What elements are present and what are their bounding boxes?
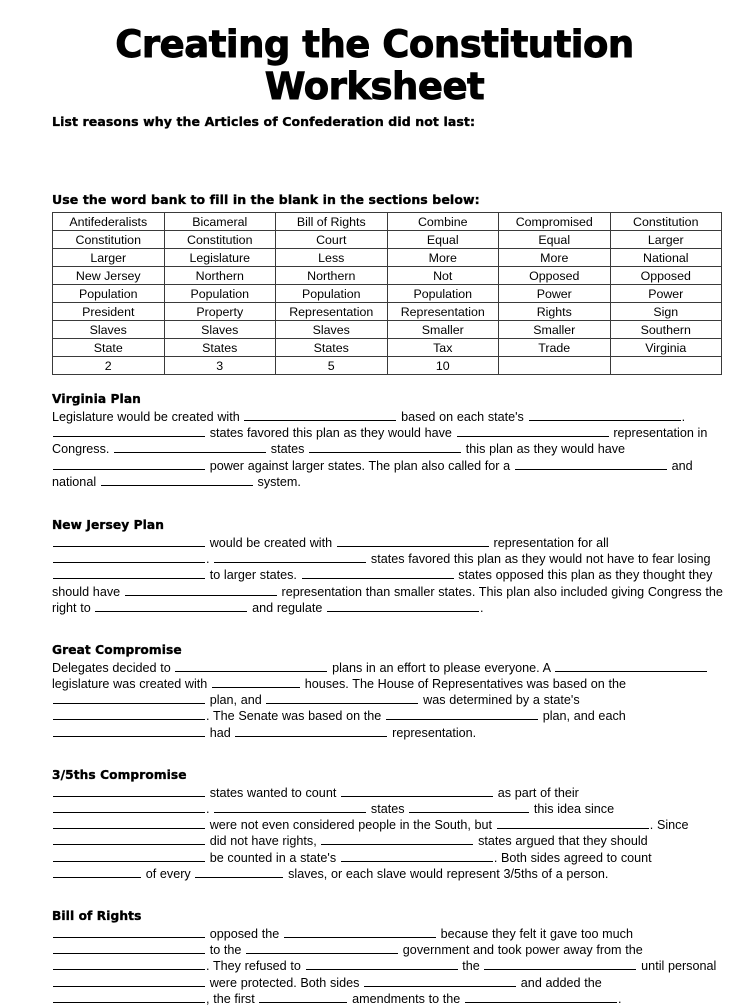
worksheet-text: government and took power away from the (399, 943, 643, 958)
worksheet-line (52, 850, 728, 866)
word-bank-cell: Less (276, 249, 388, 267)
worksheet-text: states (367, 802, 409, 816)
word-bank-cell: Opposed (610, 267, 722, 285)
word-bank-cell: National (610, 249, 722, 267)
fill-in-blank[interactable] (309, 441, 461, 453)
word-bank-cell: Court (276, 231, 388, 249)
fill-in-blank[interactable] (53, 535, 205, 547)
worksheet-text: states wanted to count (206, 785, 341, 800)
word-bank-cell: Smaller (387, 321, 499, 339)
word-bank-cell: Antifederalists (53, 213, 165, 231)
word-bank-cell: Southern (610, 321, 722, 339)
section-body (52, 926, 728, 1007)
worksheet-text: states (267, 442, 309, 457)
word-bank-cell: Constitution (53, 231, 165, 249)
worksheet-text: should have (52, 584, 124, 599)
word-bank-body (53, 213, 722, 375)
word-bank-cell: Population (276, 285, 388, 303)
word-bank-cell: Opposed (499, 267, 611, 285)
worksheet-text: Congress. (52, 442, 114, 457)
fill-in-blank[interactable] (53, 850, 205, 862)
word-bank-row (53, 303, 722, 321)
worksheet-line (52, 866, 728, 882)
fill-in-blank[interactable] (327, 600, 479, 612)
fill-in-blank[interactable] (53, 551, 205, 563)
word-bank-cell-empty (610, 357, 722, 375)
word-bank-table (52, 212, 722, 375)
worksheet-line (52, 785, 728, 801)
section-heading: Great Compromise (52, 642, 182, 657)
word-bank-cell: 10 (387, 357, 499, 375)
fill-in-blank[interactable] (244, 409, 396, 421)
worksheet-text: . (480, 600, 484, 615)
worksheet-line (52, 975, 728, 991)
word-bank-cell: Larger (610, 231, 722, 249)
page-title: Creating the Constitution Worksheet (115, 23, 634, 108)
worksheet-text: because they felt it gave too much (436, 926, 633, 941)
worksheet-text: would be created with (206, 535, 336, 550)
worksheet-line (52, 458, 728, 474)
fill-in-blank[interactable] (214, 801, 366, 813)
word-bank-cell: Power (499, 285, 611, 303)
fill-in-blank[interactable] (53, 692, 205, 704)
fill-in-blank[interactable] (53, 425, 205, 437)
word-bank-instruction: Use the word bank to fill in the blank in the sections below: (52, 192, 480, 207)
word-bank-cell: Bicameral (164, 213, 276, 231)
worksheet-text: and (667, 458, 693, 473)
section-body (52, 409, 728, 490)
worksheet-text: states opposed this plan as they thought they (454, 568, 713, 583)
worksheet-text: system. (253, 474, 301, 489)
worksheet-text: states favored this plan as they would have (206, 426, 456, 441)
worksheet-line (52, 991, 728, 1007)
worksheet-text: to larger states. (206, 568, 301, 583)
worksheet-text: were protected. Both sides (206, 975, 364, 990)
word-bank-cell: Property (164, 303, 276, 321)
word-bank-cell: Combine (387, 213, 499, 231)
fill-in-blank[interactable] (555, 660, 707, 672)
word-bank-cell: Equal (387, 231, 499, 249)
fill-in-blank[interactable] (175, 660, 327, 672)
fill-in-blank[interactable] (266, 692, 418, 704)
worksheet-text: Delegates decided to (52, 660, 175, 675)
fill-in-blank[interactable] (53, 866, 141, 878)
fill-in-blank[interactable] (246, 942, 398, 954)
worksheet-line (52, 676, 728, 692)
fill-in-blank[interactable] (457, 425, 609, 437)
worksheet-text: states argued that they should (474, 834, 648, 849)
word-bank-cell: Slaves (164, 321, 276, 339)
worksheet-text: houses. The House of Representatives was based on the (301, 677, 627, 692)
word-bank-cell: Constitution (610, 213, 722, 231)
word-bank-cell: Sign (610, 303, 722, 321)
word-bank-cell: Power (610, 285, 722, 303)
word-bank-cell: Population (387, 285, 499, 303)
fill-in-blank[interactable] (101, 474, 253, 486)
worksheet-text: had (206, 725, 235, 740)
worksheet-line (52, 551, 728, 567)
worksheet-text: legislature was created with (52, 677, 211, 692)
section-heading: New Jersey Plan (52, 517, 164, 532)
fill-in-blank[interactable] (53, 708, 205, 720)
section-heading: 3/5ths Compromise (52, 767, 187, 782)
word-bank-cell: Population (53, 285, 165, 303)
worksheet-line (52, 409, 728, 425)
fill-in-blank[interactable] (53, 833, 205, 845)
subtitle-prompt: List reasons why the Articles of Confederation did not last: (52, 114, 476, 129)
word-bank-row (53, 357, 722, 375)
worksheet-text: the (458, 959, 484, 974)
worksheet-sections (26, 391, 723, 1007)
worksheet-text: this plan as they would have (462, 442, 626, 457)
worksheet-text: . Since (649, 818, 689, 833)
worksheet-text: based on each state's (397, 410, 528, 424)
word-bank-cell: Population (164, 285, 276, 303)
worksheet-text: of every (142, 866, 195, 881)
fill-in-blank[interactable] (259, 991, 347, 1003)
word-bank-cell: 3 (164, 357, 276, 375)
worksheet-text: representation than smaller states. This plan also included giving Congress the (277, 584, 723, 599)
fill-in-blank[interactable] (114, 441, 266, 453)
word-bank-cell: More (499, 249, 611, 267)
fill-in-blank[interactable] (53, 926, 205, 938)
fill-in-blank[interactable] (53, 458, 205, 470)
fill-in-blank[interactable] (465, 991, 617, 1003)
worksheet-text: until personal (637, 959, 717, 974)
fill-in-blank[interactable] (53, 567, 205, 579)
worksheet-text: amendments to the (348, 991, 464, 1006)
section-heading: Virginia Plan (52, 392, 141, 406)
word-bank-row (53, 267, 722, 285)
worksheet-text: plan, and each (539, 709, 626, 724)
fill-in-blank[interactable] (95, 600, 247, 612)
section-3-5ths-compromise (52, 767, 728, 882)
fill-in-blank[interactable] (212, 676, 300, 688)
word-bank-row (53, 285, 722, 303)
worksheet-text: and regulate (248, 600, 327, 615)
worksheet-line (52, 708, 728, 724)
worksheet-line (52, 425, 728, 441)
worksheet-line (52, 817, 728, 833)
worksheet-text: right to (52, 600, 95, 615)
worksheet-text: . (618, 991, 622, 1006)
fill-in-blank[interactable] (53, 817, 205, 829)
worksheet-text: was determined by a state's (419, 693, 580, 708)
word-bank-cell: Slaves (53, 321, 165, 339)
worksheet-line (52, 725, 728, 741)
section-body (52, 535, 728, 616)
worksheet-line (52, 441, 728, 457)
worksheet-line (52, 801, 728, 817)
fill-in-blank[interactable] (214, 551, 366, 563)
worksheet-line (52, 833, 728, 849)
worksheet-text: representation for all (489, 535, 609, 550)
fill-in-blank[interactable] (341, 850, 493, 862)
section-virginia-plan (52, 391, 728, 490)
word-bank-cell: State (53, 339, 165, 357)
word-bank-row (53, 231, 722, 249)
word-bank-cell: Rights (499, 303, 611, 321)
worksheet-text: . They refused to (206, 959, 305, 974)
fill-in-blank[interactable] (302, 567, 454, 579)
word-bank-cell: Trade (499, 339, 611, 357)
fill-in-blank[interactable] (284, 926, 436, 938)
worksheet-text: were not even considered people in the South, but (206, 818, 496, 833)
worksheet-text: did not have rights, (206, 834, 321, 849)
worksheet-text: opposed the (206, 926, 283, 941)
fill-in-blank[interactable] (53, 942, 205, 954)
worksheet-text: . (681, 410, 686, 424)
worksheet-line (52, 942, 728, 958)
worksheet-text: as part of their (494, 785, 579, 800)
word-bank-cell: Tax (387, 339, 499, 357)
worksheet-text: Legislature would be created with (52, 410, 244, 424)
worksheet-line (52, 474, 728, 490)
worksheet-text: representation. (388, 725, 477, 740)
word-bank-cell: Legislature (164, 249, 276, 267)
worksheet-line (52, 660, 728, 676)
word-bank-cell: Not (387, 267, 499, 285)
fill-in-blank[interactable] (195, 866, 283, 878)
worksheet-text: national (52, 474, 100, 489)
word-bank-cell: Northern (164, 267, 276, 285)
section-new-jersey-plan (52, 517, 728, 616)
word-bank-cell: President (53, 303, 165, 321)
word-bank-cell: 5 (276, 357, 388, 375)
section-bill-of-rights (52, 908, 728, 1007)
worksheet-line (52, 535, 728, 551)
word-bank-cell: Representation (276, 303, 388, 321)
word-bank-cell: Smaller (499, 321, 611, 339)
worksheet-text: and added the (517, 975, 602, 990)
worksheet-text: , the first (206, 991, 259, 1006)
worksheet-text: to the (206, 943, 246, 958)
fill-in-blank[interactable] (341, 785, 493, 797)
worksheet-text: power against larger states. The plan also called for a (206, 458, 514, 473)
word-bank-cell-empty (499, 357, 611, 375)
word-bank-cell: Constitution (164, 231, 276, 249)
word-bank-cell: Equal (499, 231, 611, 249)
worksheet-line (52, 692, 728, 708)
worksheet-line (52, 600, 728, 616)
worksheet-line (52, 958, 728, 974)
fill-in-blank[interactable] (235, 725, 387, 737)
worksheet-text: representation in (609, 426, 708, 441)
worksheet-line (52, 926, 728, 942)
fill-in-blank[interactable] (125, 584, 277, 596)
fill-in-blank[interactable] (529, 409, 681, 421)
word-bank-cell: States (164, 339, 276, 357)
word-bank-row (53, 339, 722, 357)
worksheet-text: plan, and (206, 693, 266, 708)
fill-in-blank[interactable] (497, 817, 649, 829)
worksheet-text: plans in an effort to please everyone. A (328, 660, 555, 675)
section-heading: Bill of Rights (52, 908, 142, 923)
section-great-compromise (52, 642, 728, 741)
word-bank-cell: States (276, 339, 388, 357)
worksheet-text: . (206, 552, 214, 567)
section-body (52, 785, 728, 882)
worksheet-text: be counted in a state's (206, 850, 340, 865)
word-bank-cell: Slaves (276, 321, 388, 339)
fill-in-blank[interactable] (53, 991, 205, 1003)
word-bank-cell: New Jersey (53, 267, 165, 285)
worksheet-text: . The Senate was based on the (206, 709, 386, 724)
fill-in-blank[interactable] (53, 975, 205, 987)
word-bank-row (53, 249, 722, 267)
fill-in-blank[interactable] (306, 958, 458, 970)
fill-in-blank[interactable] (484, 958, 636, 970)
fill-in-blank[interactable] (53, 725, 205, 737)
word-bank-cell: Representation (387, 303, 499, 321)
fill-in-blank[interactable] (321, 833, 473, 845)
word-bank-row (53, 213, 722, 231)
fill-in-blank[interactable] (337, 535, 489, 547)
word-bank-cell: 2 (53, 357, 165, 375)
word-bank-cell: More (387, 249, 499, 267)
fill-in-blank[interactable] (409, 801, 529, 813)
worksheet-text: this idea since (530, 802, 615, 816)
word-bank-cell: Compromised (499, 213, 611, 231)
worksheet-text: states favored this plan as they would not have to fear losing (367, 552, 711, 567)
worksheet-text: . (206, 802, 214, 816)
worksheet-line (52, 584, 728, 600)
worksheet-line (52, 567, 728, 583)
word-bank-cell: Virginia (610, 339, 722, 357)
fill-in-blank[interactable] (53, 785, 205, 797)
fill-in-blank[interactable] (53, 801, 205, 813)
fill-in-blank[interactable] (386, 708, 538, 720)
word-bank-cell: Bill of Rights (276, 213, 388, 231)
worksheet-text: slaves, or each slave would represent 3/5ths of a person. (284, 866, 609, 881)
word-bank-cell: Larger (53, 249, 165, 267)
fill-in-blank[interactable] (53, 958, 205, 970)
fill-in-blank[interactable] (364, 975, 516, 987)
section-body (52, 660, 728, 741)
word-bank-cell: Northern (276, 267, 388, 285)
word-bank-row (53, 321, 722, 339)
fill-in-blank[interactable] (515, 458, 667, 470)
worksheet-text: . Both sides agreed to count (493, 850, 652, 865)
